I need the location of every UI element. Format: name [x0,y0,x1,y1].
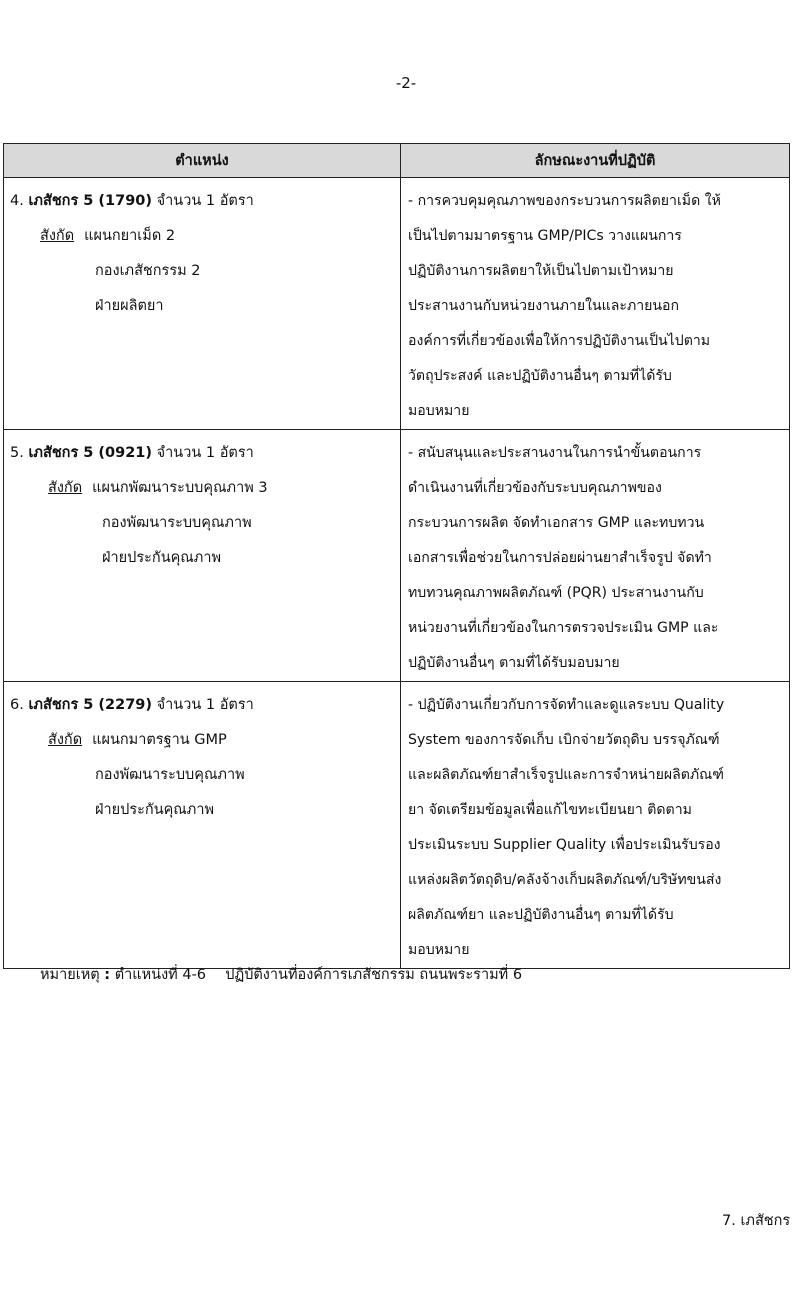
duty-line: มอบหมาย [408,403,470,419]
duty-line: ผลิตภัณฑ์ยา และปฏิบัติงานอื่นๆ ตามที่ได้รับ [408,907,674,923]
position-title-line [10,436,394,471]
affiliation-label: สังกัด [40,228,75,244]
duty-line: ประเมินระบบ Supplier Quality เพื่อประเมินรับรอง [408,837,721,853]
duty-line: - ปฏิบัติงานเกี่ยวกับการจัดทำและดูแลระบบ Quality [408,697,725,713]
duty-line: ปฏิบัติงานอื่นๆ ตามที่ได้รับมอบมาย [408,655,620,671]
affiliation-label: สังกัด [48,480,83,496]
duty-line: มอบหมาย [408,942,470,958]
position-number: 6. [10,697,24,713]
affiliation-line [10,723,394,758]
position-cell [4,430,401,682]
table-header-row [4,144,790,178]
position-title-line [10,184,394,219]
position-number: 5. [10,445,24,461]
duty-cell [401,430,790,682]
duty-cell [401,178,790,430]
position-title-line [10,688,394,723]
continuation-text: 7. เภสัชกร [722,1213,791,1229]
affiliation-label: สังกัด [48,732,83,748]
unit-section: แผนกพัฒนาระบบคุณภาพ 3 [92,480,268,496]
table-row [4,682,790,969]
position-cell [4,178,401,430]
position-cell [4,682,401,969]
position-quota: จำนวน 1 อัตรา [156,445,254,461]
remark-separator: : [104,967,111,983]
unit-division: กองพัฒนาระบบคุณภาพ [95,767,245,783]
page-number: -2- [395,74,417,92]
duty-line: และผลิตภัณฑ์ยาสำเร็จรูปและการจำหน่ายผลิตภัณฑ์ [408,767,724,783]
position-title: เภสัชกร 5 (0921) [28,445,153,461]
duty-line: กระบวนการผลิต จัดทำเอกสาร GMP และทบทวน [408,515,705,531]
position-title: เภสัชกร 5 (2279) [28,697,153,713]
unit-division: กองพัฒนาระบบคุณภาพ [102,515,252,531]
unit-section: แผนกมาตรฐาน GMP [92,732,227,748]
duty-line: วัตถุประสงค์ และปฏิบัติงานอื่นๆ ตามที่ได้รับ [408,368,672,384]
position-quota: จำนวน 1 อัตรา [156,193,254,209]
duty-line: เป็นไปตามมาตรฐาน GMP/PICs วางแผนการ [408,228,682,244]
duty-cell [401,682,790,969]
header-position: ตำแหน่ง [4,144,401,178]
duty-line: ทบทวนคุณภาพผลิตภัณฑ์ (PQR) ประสานงานกับ [408,585,704,601]
duty-line: - การควบคุมคุณภาพของกระบวนการผลิตยาเม็ด ให้ [408,193,721,209]
remark-label: หมายเหตุ [40,967,100,983]
duty-line: - สนับสนุนและประสานงานในการนำขั้นตอนการ [408,445,702,461]
position-title: เภสัชกร 5 (1790) [28,193,153,209]
table-row [4,178,790,430]
duty-line: ประสานงานกับหน่วยงานภายในและภายนอก [408,298,680,314]
duty-line: ยา จัดเตรียมข้อมูลเพื่อแก้ไขทะเบียนยา ติดตาม [408,802,692,818]
affiliation-line [10,219,394,254]
duty-line: องค์การที่เกี่ยวข้องเพื่อให้การปฏิบัติงานเป็นไปตาม [408,333,711,349]
table-row [4,430,790,682]
duty-line: System ของการจัดเก็บ เบิกจ่ายวัตถุดิบ บรรจุภัณฑ์ [408,732,720,748]
remark-text: ปฏิบัติงานที่องค์การเภสัชกรรม ถนนพระรามที่ 6 [225,967,523,983]
position-quota: จำนวน 1 อัตรา [156,697,254,713]
header-duty: ลักษณะงานที่ปฏิบัติ [401,144,790,178]
positions-table [3,143,790,969]
unit-division: กองเภสัชกรรม 2 [95,263,201,279]
position-number: 4. [10,193,24,209]
unit-department: ฝ่ายผลิตยา [95,298,164,314]
duty-line: เอกสารเพื่อช่วยในการปล่อยผ่านยาสำเร็จรูป จัดทำ [408,550,712,566]
duty-line: หน่วยงานที่เกี่ยวข้องในการตรวจประเมิน GMP และ [408,620,719,636]
affiliation-line [10,471,394,506]
duty-line: ดำเนินงานที่เกี่ยวข้องกับระบบคุณภาพของ [408,480,662,496]
unit-department: ฝ่ายประกันคุณภาพ [95,802,215,818]
unit-department: ฝ่ายประกันคุณภาพ [102,550,222,566]
remark-note [40,963,522,986]
unit-section: แผนกยาเม็ด 2 [84,228,176,244]
duty-line: แหล่งผลิตวัตถุดิบ/คลังจ้างเก็บผลิตภัณฑ์/บริษัทขนส่ง [408,872,722,888]
duty-line: ปฏิบัติงานการผลิตยาให้เป็นไปตามเป้าหมาย [408,263,674,279]
remark-positions: ตำแหน่งที่ 4-6 [114,967,207,983]
